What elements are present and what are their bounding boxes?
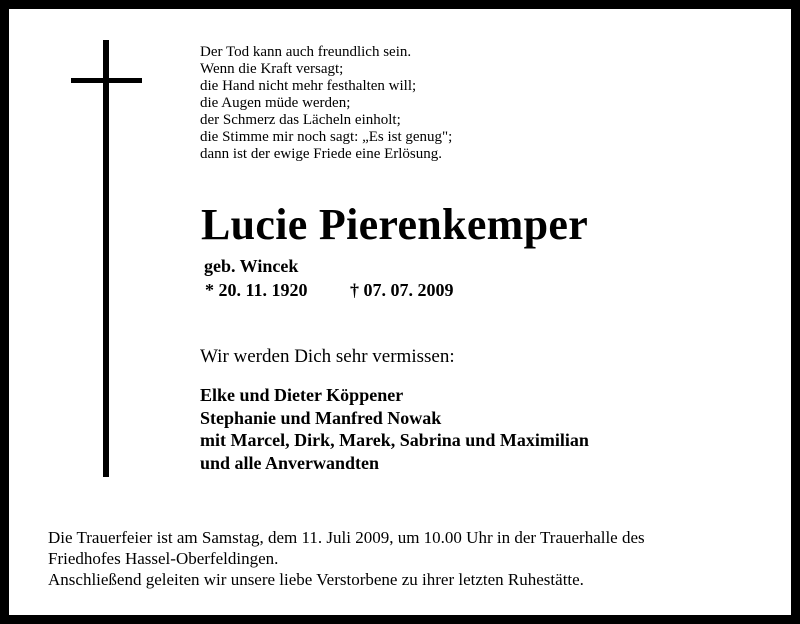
mourner-line: Stephanie und Manfred Nowak xyxy=(200,407,442,428)
deceased-birth-name: geb. Wincek xyxy=(204,256,299,276)
poem-line: dann ist der ewige Friede eine Erlösung. xyxy=(200,146,443,162)
death-date: † 07. 07. 2009 xyxy=(350,280,454,300)
poem-line: der Schmerz das Lächeln einholt; xyxy=(200,112,401,128)
funeral-line: Friedhofes Hassel-Oberfeldingen. xyxy=(48,549,279,568)
mourner-line: Elke und Dieter Köppener xyxy=(200,385,404,405)
poem-line: Der Tod kann auch freundlich sein. xyxy=(200,44,412,60)
funeral-line: Anschließend geleiten wir unsere liebe Verstorbene zu ihrer letzten Ruhestätte. xyxy=(48,570,584,589)
poem xyxy=(200,44,452,163)
life-dates xyxy=(205,279,454,301)
missing-statement: Wir werden Dich sehr vermissen: xyxy=(200,346,455,367)
mourners-list xyxy=(200,384,589,474)
mourner-line: und alle Anverwandten xyxy=(200,452,380,473)
mourner-line: mit Marcel, Dirk, Marek, Sabrina und Maximilian xyxy=(200,430,589,450)
poem-line: die Augen müde werden; xyxy=(200,95,351,111)
deceased-name: Lucie Pierenkemper xyxy=(201,200,589,249)
poem-line: die Hand nicht mehr festhalten will; xyxy=(200,78,417,94)
cross-vertical-bar xyxy=(103,40,109,477)
funeral-information xyxy=(48,527,645,590)
cross-horizontal-bar xyxy=(71,78,142,83)
funeral-line: Die Trauerfeier ist am Samstag, dem 11. Juli 2009, um 10.00 Uhr in der Trauerhalle des xyxy=(48,528,645,547)
poem-line: die Stimme mir noch sagt: „Es ist genug"; xyxy=(200,129,453,145)
poem-line: Wenn die Kraft versagt; xyxy=(200,61,344,77)
birth-date: * 20. 11. 1920 xyxy=(205,280,308,300)
